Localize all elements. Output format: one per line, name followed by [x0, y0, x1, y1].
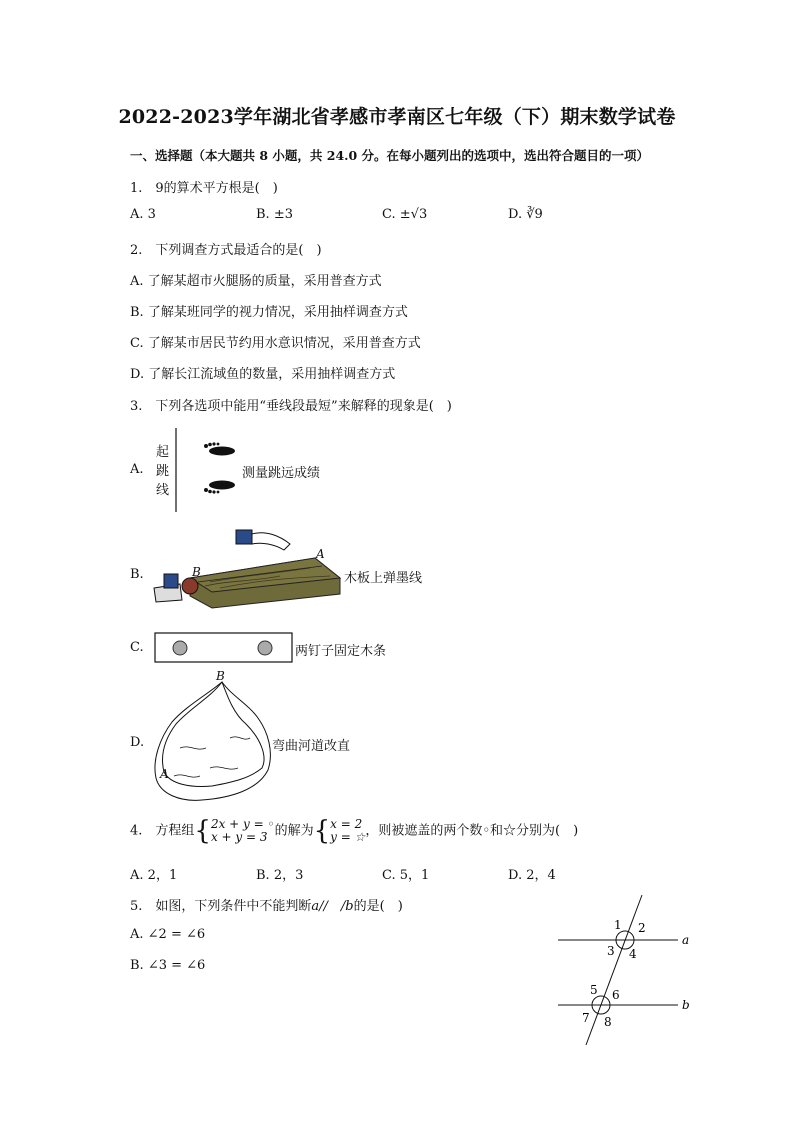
angle-label-6: 6	[612, 988, 620, 1002]
q4-option-a: A. 2，1	[130, 868, 178, 883]
line-b-label: b	[682, 998, 690, 1012]
q4-solution-x: x = 2	[330, 817, 363, 831]
q4-option-b: B. 2，3	[256, 868, 304, 883]
q2-option-b: B. 了解某班同学的视力情况，采用抽样调查方式	[130, 305, 408, 320]
q4-option-d: D. 2，4	[508, 868, 556, 883]
footprint-icon	[204, 481, 235, 494]
q3-a-side-char: 起	[156, 445, 170, 460]
q1-stem: 1. 9的算术平方根是( )	[130, 181, 278, 196]
q5-stem: 5. 如图，下列条件中不能判断a// /b的是( )	[130, 899, 403, 914]
section-heading: 一、选择题（本大题共 8 小题，共 24.0 分。在每小题列出的选项中，选出符合题目的一项）	[130, 148, 650, 163]
q3-a-side-char: 跳	[156, 464, 170, 479]
q5-option-b: B. ∠3 = ∠6	[130, 958, 206, 973]
nail-icon	[258, 641, 272, 655]
point-b-label: B	[192, 565, 201, 579]
angle-label-2: 2	[638, 921, 646, 935]
q1-option-b: B. ±3	[256, 207, 293, 222]
q4-solution-y: y = ☆	[330, 830, 366, 844]
angle-label-4: 4	[629, 947, 637, 961]
q3-option-b-label: B.	[130, 567, 144, 582]
long-jump-figure	[170, 428, 250, 514]
page-title: 2022-2023学年湖北省孝感市孝南区七年级（下）期末数学试卷	[118, 106, 676, 128]
q3-option-a-caption: 测量跳远成绩	[242, 466, 321, 481]
point-a-label: A	[160, 767, 169, 781]
footprint-icon	[204, 442, 235, 455]
q4-stem: 4. 方程组{2x + y = ◦ x + y = 3 的解为{x = 2 y = ☆，则被遮盖的两个数◦和☆分别为( )	[130, 816, 579, 846]
q4-equation-1: 2x + y = ◦	[210, 817, 275, 831]
angle-label-3: 3	[607, 944, 615, 958]
angle-label-5: 5	[590, 983, 598, 997]
board-chalk-line-figure	[150, 526, 345, 608]
point-a-label: A	[316, 547, 325, 561]
q3-option-d-label: D.	[130, 735, 145, 750]
q3-a-side-char: 线	[156, 483, 170, 498]
q2-option-a: A. 了解某超市火腿肠的质量，采用普查方式	[130, 274, 382, 289]
wood-strip-figure	[154, 632, 294, 664]
q3-option-d-caption: 弯曲河道改直	[272, 739, 351, 754]
q4-option-c: C. 5，1	[382, 868, 430, 883]
q4-equation-2: x + y = 3	[210, 830, 268, 844]
q5-option-a: A. ∠2 = ∠6	[130, 927, 206, 942]
nail-icon	[173, 641, 187, 655]
angle-label-1: 1	[614, 918, 622, 932]
q1-option-c: C. ±√3	[382, 207, 428, 222]
q2-option-c: C. 了解某市居民节约用水意识情况，采用普查方式	[130, 336, 421, 351]
q1-option-a: A. 3	[130, 207, 156, 222]
angle-label-8: 8	[604, 1015, 612, 1029]
q3-stem: 3. 下列各选项中能用“垂线段最短”来解释的现象是( )	[130, 399, 452, 414]
q3-option-a-label: A.	[130, 462, 144, 477]
q2-option-d: D. 了解长江流域鱼的数量，采用抽样调查方式	[130, 367, 396, 382]
line-a-label: a	[682, 933, 690, 947]
parallel-lines-figure	[556, 893, 696, 1049]
point-b-label: B	[216, 669, 225, 683]
q3-option-c-label: C.	[130, 640, 144, 655]
angle-label-7: 7	[582, 1011, 590, 1025]
q2-stem: 2. 下列调查方式最适合的是( )	[130, 243, 322, 258]
river-figure	[150, 668, 275, 810]
q1-option-d: D. ∛9	[508, 207, 543, 222]
q3-option-b-caption: 木板上弹墨线	[344, 571, 423, 586]
q3-option-c-caption: 两钉子固定木条	[295, 644, 387, 659]
